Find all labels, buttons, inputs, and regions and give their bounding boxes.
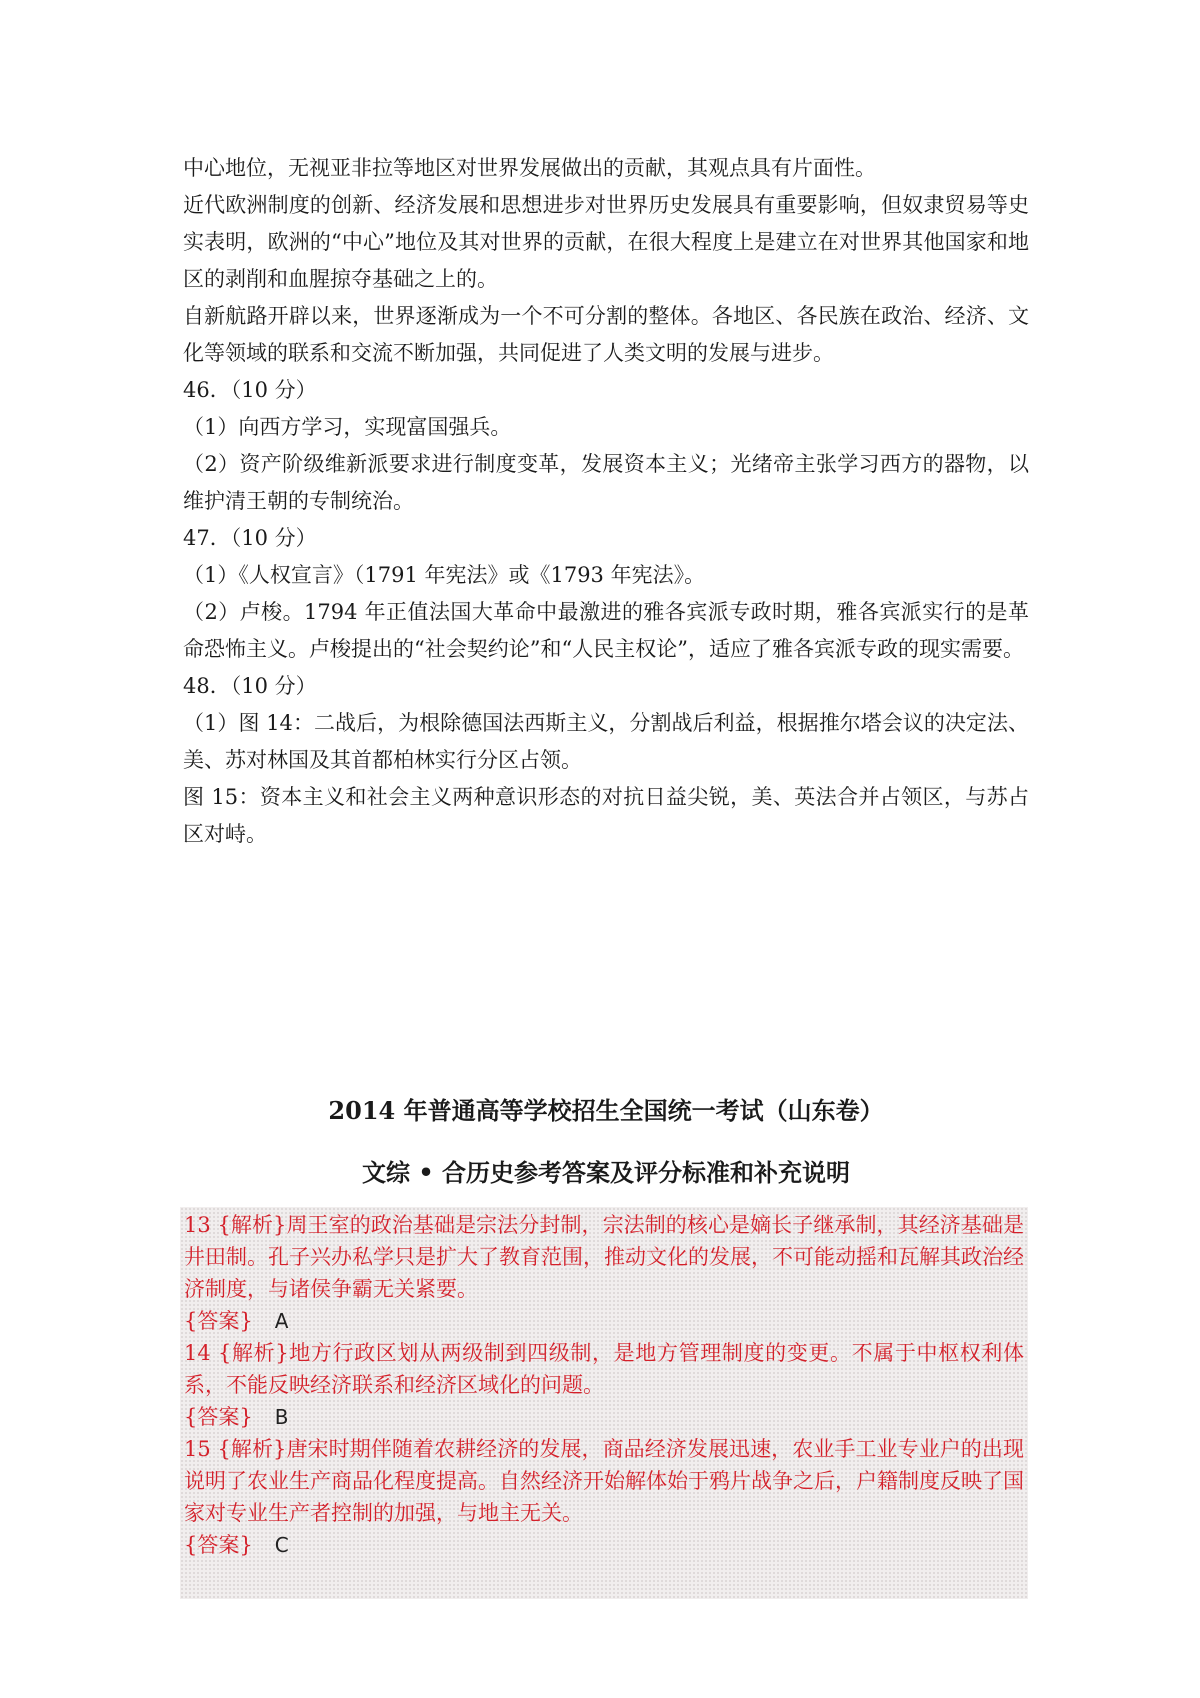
answer-body-text — [183, 150, 1029, 853]
paragraph: （1）图 14：二战后，为根除德国法西斯主义，分割战后利益，根据推尔塔会议的决定法、美、苏对林国及其首都柏林实行分区占领。 — [183, 711, 1029, 772]
answer-label: {答案} — [184, 1533, 253, 1557]
answer-label: {答案} — [184, 1405, 253, 1429]
answer-value: A — [274, 1309, 289, 1333]
question-number: 47．（10 分） — [183, 526, 317, 550]
paragraph: 近代欧洲制度的创新、经济发展和思想进步对世界历史发展具有重要影响，但奴隶贸易等史实表明，欧洲的“中心”地位及其对世界的贡献，在很大程度上是建立在对世界其他国家和地区的剥削和血腥掠夺基础之上的。 — [183, 193, 1029, 291]
answer-value: C — [274, 1533, 289, 1557]
paragraph: 中心地位，无视亚非拉等地区对世界发展做出的贡献，其观点具有片面性。 — [183, 156, 876, 180]
analysis-text: 15 {解析}唐宋时期伴随着农耕经济的发展，商品经济发展迅速，农业手工业专业户的出现说明了农业生产商品化程度提高。自然经济开始解体始于鸦片战争之后，户籍制度反映了国家对专业生产者控制的加强，与地主无关。 — [184, 1437, 1024, 1525]
answer-line — [184, 1305, 1024, 1337]
paragraph: （2）卢梭。1794 年正值法国大革命中最激进的雅各宾派专政时期，雅各宾派实行的是革命恐怖主义。卢梭提出的“社会契约论”和“人民主权论”，适应了雅各宾派专政的现实需要。 — [183, 600, 1029, 661]
answer-label: {答案} — [184, 1309, 253, 1333]
section-headings — [183, 1094, 1029, 1190]
section-subtitle: 文综 • 合历史参考答案及评分标准和补充说明 — [361, 1158, 851, 1187]
analysis-text: 14 {解析}地方行政区划从两级制到四级制，是地方管理制度的变更。不属于中枢权利体系，不能反映经济联系和经济区域化的问题。 — [184, 1341, 1024, 1397]
paragraph: （2）资产阶级维新派要求进行制度变革，发展资本主义；光绪帝主张学习西方的器物，以维护清王朝的专制统治。 — [183, 452, 1029, 513]
answer-value: B — [274, 1405, 289, 1429]
question-number: 48．（10 分） — [183, 674, 317, 698]
question-number: 46．（10 分） — [183, 378, 317, 402]
paragraph: （1）向西方学习，实现富国强兵。 — [183, 415, 512, 439]
paragraph: （1）《人权宣言》（1791 年宪法》或《1793 年宪法》。 — [183, 563, 706, 587]
highlighted-answer-block — [180, 1207, 1028, 1599]
exam-title: 2014 年普通高等学校招生全国统一考试（山东卷） — [328, 1096, 884, 1125]
answer-line — [184, 1529, 1024, 1561]
analysis-text: 13 {解析}周王室的政治基础是宗法分封制，宗法制的核心是嫡长子继承制，其经济基础是井田制。孔子兴办私学只是扩大了教育范围，推动文化的发展，不可能动摇和瓦解其政治经济制度，与诸侯争霸无关紧要。 — [184, 1213, 1024, 1301]
paragraph: 图 15：资本主义和社会主义两种意识形态的对抗日益尖锐，美、英法合并占领区，与苏占区对峙。 — [183, 785, 1029, 846]
paragraph: 自新航路开辟以来，世界逐渐成为一个不可分割的整体。各地区、各民族在政治、经济、文化等领域的联系和交流不断加强，共同促进了人类文明的发展与进步。 — [183, 304, 1029, 365]
answer-line — [184, 1401, 1024, 1433]
